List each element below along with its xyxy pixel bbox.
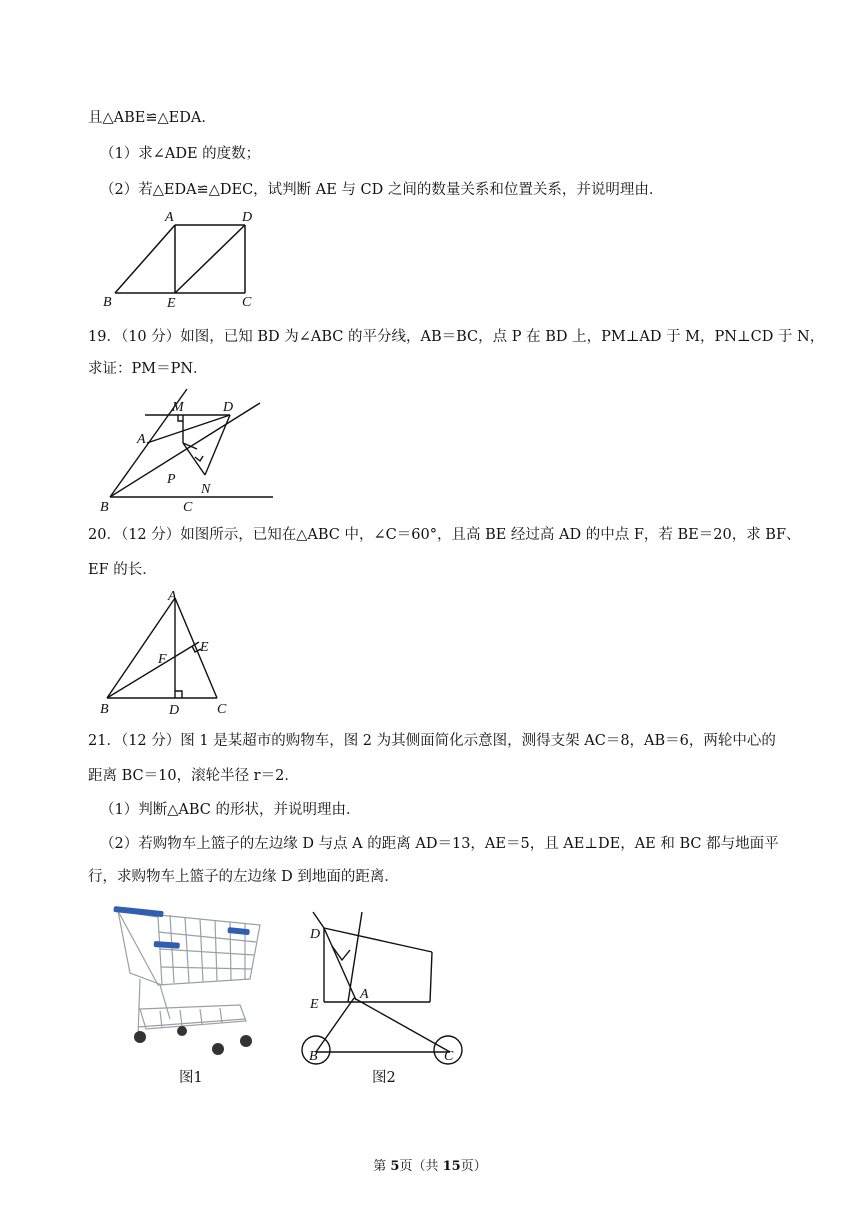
label-C: C bbox=[217, 702, 227, 717]
label-D: D bbox=[223, 400, 234, 415]
label-B: B bbox=[103, 295, 112, 310]
q20-line1: 20．（12 分）如图所示，已知在△ABC 中，∠C＝60°，且高 BE 经过高 AD 的中点 F，若 BE＝20，求 BF、 bbox=[88, 527, 801, 543]
label-E: E bbox=[200, 640, 209, 655]
label-D: D bbox=[242, 210, 253, 225]
label-N: N bbox=[201, 482, 211, 497]
label-A: A bbox=[137, 432, 146, 447]
shopping-cart-photo bbox=[100, 897, 275, 1057]
label-E: E bbox=[167, 296, 176, 311]
q19-figure bbox=[95, 385, 295, 515]
label-C: C bbox=[444, 1049, 454, 1064]
q21-line2: 距离 BC＝10，滚轮半径 r＝2． bbox=[88, 768, 299, 784]
footer-middle: 页（共 bbox=[399, 1159, 443, 1174]
current-page-number: 5 bbox=[390, 1159, 400, 1174]
label-B: B bbox=[100, 702, 109, 717]
total-page-count: 15 bbox=[442, 1159, 461, 1174]
label-A: A bbox=[165, 210, 174, 225]
q20-figure bbox=[95, 588, 245, 718]
q21-part2-b: 行，求购物车上篮子的左边缘 D 到地面的距离． bbox=[88, 869, 399, 885]
q19-line2: 求证：PM＝PN． bbox=[88, 361, 208, 377]
label-M: M bbox=[172, 400, 184, 415]
label-C: C bbox=[242, 295, 252, 310]
label-A: A bbox=[168, 589, 177, 604]
figure-1-caption: 图1 bbox=[179, 1070, 203, 1086]
q18-part2: （2）若△EDA≌△DEC，试判断 AE 与 CD 之间的数量关系和位置关系，并说明理由． bbox=[100, 182, 664, 198]
q21-figure-2 bbox=[298, 910, 473, 1080]
page-footer bbox=[0, 1155, 860, 1174]
q18-figure bbox=[95, 205, 275, 310]
q21-part2-a: （2）若购物车上篮子的左边缘 D 与点 A 的距离 AD＝13，AE＝5，且 AE⊥DE，AE 和 BC 都与地面平 bbox=[100, 836, 779, 852]
label-E: E bbox=[310, 997, 319, 1012]
footer-suffix: 页） bbox=[460, 1159, 487, 1174]
label-P: P bbox=[167, 472, 176, 487]
footer-prefix: 第 bbox=[373, 1159, 391, 1174]
label-D: D bbox=[169, 703, 180, 718]
q18-intro: 且△ABE≌△EDA． bbox=[88, 110, 216, 126]
label-B: B bbox=[100, 500, 109, 515]
label-B: B bbox=[309, 1049, 318, 1064]
label-D: D bbox=[310, 927, 321, 942]
q18-part1: （1）求∠ADE 的度数； bbox=[100, 146, 261, 162]
figure-2-caption: 图2 bbox=[372, 1070, 396, 1086]
label-A: A bbox=[360, 987, 369, 1002]
label-F: F bbox=[158, 652, 167, 667]
label-C: C bbox=[183, 500, 193, 515]
q20-line2: EF 的长． bbox=[88, 562, 157, 578]
q21-line1: 21．（12 分）图 1 是某超市的购物车，图 2 为其侧面简化示意图，测得支架 AC＝8，AB＝6，两轮中心的 bbox=[88, 733, 776, 749]
q19-line1: 19．（10 分）如图，已知 BD 为∠ABC 的平分线，AB＝BC，点 P 在 BD 上，PM⊥AD 于 M，PN⊥CD 于 N， bbox=[88, 329, 825, 345]
q21-part1: （1）判断△ABC 的形状，并说明理由． bbox=[100, 802, 361, 818]
